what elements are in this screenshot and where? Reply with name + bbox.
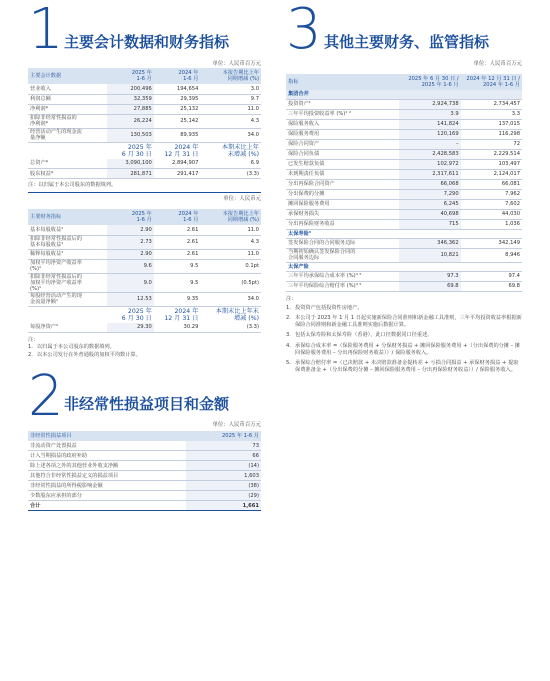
row-value: 6,245 (399, 199, 460, 209)
group-row (286, 90, 522, 99)
row-label: 少数股东应承担的部分 (28, 491, 186, 501)
note-item (28, 344, 261, 351)
note-text: 投资资产包括投资性房地产。 (295, 304, 363, 311)
row-value: 89,935 (154, 128, 201, 142)
group-label: 太保寿险³ (286, 229, 522, 238)
row-value: 1,603 (186, 471, 261, 481)
row-value: 2,924,738 (399, 99, 460, 109)
table-row (28, 461, 261, 471)
unit-label-2: 单位：人民币元 (223, 196, 261, 203)
row-value: 2,229,514 (461, 149, 522, 159)
row-value: 9.7 (200, 94, 261, 104)
notes-title-2: 注： (286, 295, 297, 302)
header-cell: 2025 年 6 月 30 日 (107, 142, 154, 159)
row-label: 加权平均净资产收益率 (%)¹ (28, 259, 107, 273)
table-header (28, 431, 261, 441)
row-value: 69.8 (399, 281, 460, 291)
header-cell: 2025 年 1-6 月 (131, 70, 152, 82)
key-financial-indicators-table (28, 209, 261, 333)
table-row (286, 199, 522, 209)
section-1-header (28, 0, 261, 60)
section-3-number: 3 (286, 0, 322, 62)
table-row (286, 189, 522, 199)
row-label: 保险合同资产 (286, 139, 399, 149)
row-value: 102,972 (399, 159, 460, 169)
row-value: 72 (461, 139, 522, 149)
row-value: 2.61 (154, 235, 201, 249)
table-row (28, 501, 261, 511)
row-value: 30.29 (154, 323, 201, 333)
table-row (286, 159, 522, 169)
table-row (286, 271, 522, 281)
note-number: 3. (286, 332, 291, 339)
table-row (28, 128, 261, 142)
row-value: 103,497 (461, 159, 522, 169)
row-value: 8,946 (461, 248, 522, 262)
group-row (286, 229, 522, 238)
note-text: 本公司于 2023 年 1 月 1 日起实施新保险合同准则和新金融工具准则，三年平均投资收益率根据新保险合同准则和新金融工具准则实施后数据计算。 (295, 314, 522, 329)
note-number: 2. (28, 351, 33, 358)
row-value: 12.53 (107, 292, 154, 306)
table-row (286, 149, 522, 159)
table-row (28, 169, 261, 179)
row-value: 97.3 (399, 271, 460, 281)
row-label: 非流动资产处置损益 (28, 441, 186, 451)
row-label: 非经常性损益的所得税影响金额 (28, 481, 186, 491)
table-row (286, 238, 522, 248)
note-item (286, 343, 522, 357)
row-value: 1,661 (186, 501, 261, 511)
row-value: 44,030 (461, 209, 522, 219)
row-value: 9.0 (107, 273, 154, 292)
row-value: (3.3) (200, 169, 261, 179)
table-row (286, 139, 522, 149)
row-value: 137,015 (461, 119, 522, 129)
row-value: – (399, 139, 460, 149)
note-text: 包括太保寿险和太保寿险（香港），此口径数据同口径重述。 (295, 332, 433, 339)
row-value: 2.90 (107, 225, 154, 235)
header-cell: 主要财务指标 (30, 214, 62, 221)
note-number: 1. (28, 344, 33, 351)
row-value: 66 (186, 451, 261, 461)
row-label: 保险服务收入 (286, 119, 399, 129)
row-value: 11.0 (200, 225, 261, 235)
header-cell: 本期末比上年末 增减 (%) (200, 306, 261, 323)
row-value: 9.6 (107, 259, 154, 273)
table-row (286, 129, 522, 139)
row-value: 25,132 (154, 104, 201, 114)
row-value: 4.3 (200, 114, 261, 128)
table-row (28, 225, 261, 235)
row-value: 2,734,457 (461, 99, 522, 109)
unit-label-3: 单位：人民币百万元 (212, 421, 261, 428)
row-value: 715 (399, 219, 460, 229)
row-label: 净利润* (28, 104, 107, 114)
t1-note: 注：以归属于本公司股东的数据填列。 (28, 182, 117, 188)
header-cell: 2024 年 12 月 31 日 (154, 306, 201, 323)
row-value: 2,124,017 (461, 169, 522, 179)
row-value: 346,362 (399, 238, 460, 248)
row-value: 2,317,611 (399, 169, 460, 179)
row-value: 1,036 (461, 219, 522, 229)
table-row (286, 109, 522, 119)
row-value: 130,503 (107, 128, 154, 142)
row-label: 总资产* (28, 159, 107, 169)
group-label: 集团合并 (286, 90, 522, 99)
row-value: 11.0 (200, 104, 261, 114)
note-item (28, 352, 261, 359)
row-value: 66,068 (399, 179, 460, 189)
row-label: 合计 (28, 501, 186, 511)
header-cell: 指标 (288, 79, 299, 85)
row-value: 6.9 (200, 159, 261, 169)
row-label: 保险服务费用 (286, 129, 399, 139)
header-cell: 2025 年 6 月 30 日 (107, 306, 154, 323)
row-label: 经营活动产生的现金流 量净额 (28, 128, 107, 142)
row-value: 200,496 (107, 84, 154, 94)
t4-notes (286, 296, 522, 375)
row-value: (3.3) (200, 323, 261, 333)
header-cell: 2024 年 1-6 月 (178, 70, 199, 82)
row-value: 2.61 (154, 249, 201, 259)
header-cell: 本报告期比上年 同期增减 (%) (222, 211, 259, 224)
row-value: 26,224 (107, 114, 154, 128)
row-label: 利润总额 (28, 94, 107, 104)
header-cell: 2025 年 1-6 月 (131, 211, 152, 224)
row-value: 29.30 (107, 323, 154, 333)
table-row (28, 235, 261, 249)
row-label: 扣除非经常性损益的 净利润* (28, 114, 107, 128)
row-value: 25,142 (154, 114, 201, 128)
table-row (28, 471, 261, 481)
table-row (286, 119, 522, 129)
note-item (286, 315, 522, 329)
table-row (286, 219, 522, 229)
row-value: 9.5 (154, 273, 201, 292)
row-value: 4.3 (200, 235, 261, 249)
notes-title: 注： (28, 337, 39, 344)
row-value: 2.73 (107, 235, 154, 249)
note-text: 以本公司发行在外普通股的加权平均数计算。 (37, 351, 141, 358)
note-number: 2. (286, 314, 291, 321)
note-text: 承保综合成本率 =（保险服务费用 + 分保财务损益 + 摊回保险服务费用 +（分出保费的分摊 – 摊回保险服务费用 – 分出再保险财务收益））/ 保险服务收入。 (295, 342, 521, 356)
section-1-number: 1 (28, 0, 64, 62)
row-label: 三年平均承保综合成本率 (%)⁴ ⁵ (286, 271, 399, 281)
divider (28, 192, 261, 193)
row-label: 三年平均保险综合赔付率 (%)⁴ ⁵ (286, 281, 399, 291)
header-cell: 2024 年 1-6 月 (178, 211, 199, 224)
unit-label-4: 单位：人民币百万元 (473, 61, 522, 67)
row-label: 保险合同负债 (286, 149, 399, 159)
row-value: 0.1pt (200, 259, 261, 273)
non-recurring-table (28, 431, 261, 512)
table-row (28, 273, 261, 292)
right-column (286, 0, 522, 377)
note-item (286, 360, 522, 374)
header-cell: 2024 年 12 月 31 日 / 2024 年 1-6 月 (466, 76, 520, 88)
row-label: 其他符合非经常性损益定义的损益项目 (28, 471, 186, 481)
left-column (28, 0, 261, 511)
section-1-title: 主要会计数据和财务指标 (64, 33, 230, 51)
header-cell: 2025 年 1-6 月 (222, 432, 259, 439)
note-item (286, 332, 522, 339)
row-value: 2,428,583 (399, 149, 460, 159)
table-row (28, 159, 261, 169)
row-value: 34.0 (200, 292, 261, 306)
table-row (28, 323, 261, 333)
row-label: 投资资产¹ (286, 99, 399, 109)
row-label: 摊回保险服务费用 (286, 199, 399, 209)
note-text: 承保综合赔付率 =（已决赔款 + 未决赔款准备金提转差 + 亏损合同损益 + 承保财务损益 + 提取保费准备金 +（分出保费的分摊 – 摊回保险服务费用 – 分出再保险财务收益））/ 保险服务收入。 (295, 359, 519, 374)
header-cell: 本期末比上年 末增减 (%) (200, 142, 261, 159)
row-value: 194,654 (154, 84, 201, 94)
row-value: 120,169 (399, 129, 460, 139)
unit-label: 单位：人民币百万元 (212, 61, 261, 67)
header-cell (28, 306, 107, 323)
table-row (28, 441, 261, 451)
table-header (28, 142, 261, 159)
row-value: 342,149 (461, 238, 522, 248)
row-value: 29,395 (154, 94, 201, 104)
note-number: 1. (286, 304, 291, 311)
table-row (28, 84, 261, 94)
group-label: 太保产险 (286, 262, 522, 271)
table-row (28, 451, 261, 461)
row-label: 扣除非经常性损益后的 基本每股收益¹ (28, 235, 107, 249)
table-row (28, 292, 261, 306)
table-row (286, 248, 522, 262)
row-value: 34.0 (200, 128, 261, 142)
note-item (286, 305, 522, 312)
header-cell (28, 142, 107, 159)
table-row (286, 99, 522, 109)
row-label: 基本每股收益¹ (28, 225, 107, 235)
row-value: 141,824 (399, 119, 460, 129)
row-value: 281,871 (107, 169, 154, 179)
table-row (286, 169, 522, 179)
table-header (28, 209, 261, 225)
row-value: (38) (186, 481, 261, 491)
note-text: 以归属于本公司股东的数据填列。 (37, 344, 115, 351)
row-value: (14) (186, 461, 261, 471)
row-value: 2.90 (107, 249, 154, 259)
table-row (28, 481, 261, 491)
row-label: 每股净资产² (28, 323, 107, 333)
table-row (28, 491, 261, 501)
t2-notes (28, 337, 261, 359)
note-number: 5. (286, 359, 291, 366)
row-label: 三年平均投资收益率 (%)¹ ² (286, 109, 399, 119)
row-label: 已发生赔款负债 (286, 159, 399, 169)
table-row (28, 114, 261, 128)
section-3-title: 其他主要财务、监管指标 (324, 33, 490, 51)
row-value: 11.0 (200, 249, 261, 259)
row-value: 3.3 (461, 109, 522, 119)
table-row (28, 259, 261, 273)
row-value: 291,417 (154, 169, 201, 179)
row-label: 扣除非经常性损益后的 加权平均净资产收益率 (%)¹ (28, 273, 107, 292)
row-value: 73 (186, 441, 261, 451)
row-value: 69.8 (461, 281, 522, 291)
section-3-header (286, 0, 522, 60)
table-row (286, 281, 522, 291)
row-label: 除上述各项之外的其他营业外收支净额 (28, 461, 186, 471)
header-cell: 2025 年 6 月 30 日 / 2025 年 1-6 月 (408, 76, 459, 88)
row-value: 97.4 (461, 271, 522, 281)
row-value: 7,602 (461, 199, 522, 209)
row-label: 分出保费的分摊 (286, 189, 399, 199)
table-header (28, 68, 261, 84)
header-cell: 本报告期比上年 同期增减 (%) (222, 70, 259, 82)
row-value: 2.61 (154, 225, 201, 235)
row-label: 分出再保险财务收益 (286, 219, 399, 229)
row-label: 未到期责任负债 (286, 169, 399, 179)
row-value: 66,081 (461, 179, 522, 189)
table-row (28, 249, 261, 259)
row-value: (29) (186, 491, 261, 501)
row-label: 当期初始确认签发保险合同的 合同服务边际 (286, 248, 399, 262)
row-value: 27,885 (107, 104, 154, 114)
header-cell: 主要会计数据 (30, 73, 62, 79)
row-value: 9.35 (154, 292, 201, 306)
row-value: 2,894,907 (154, 159, 201, 169)
table-row (286, 209, 522, 219)
row-value: (0.5pt) (200, 273, 261, 292)
row-value: 3.0 (200, 84, 261, 94)
row-value: 7,290 (399, 189, 460, 199)
row-label: 每股经营活动产生的现 金流量净额¹ (28, 292, 107, 306)
row-value: 40,698 (399, 209, 460, 219)
row-label: 分出再保险合同资产 (286, 179, 399, 189)
row-label: 承保财务损失 (286, 209, 399, 219)
table-header (28, 306, 261, 323)
row-value: 32,359 (107, 94, 154, 104)
section-2-title: 非经常性损益项目和金额 (64, 394, 230, 413)
table-row (286, 179, 522, 189)
key-accounting-data-table (28, 68, 261, 179)
row-value: 7,962 (461, 189, 522, 199)
row-label: 营业收入 (28, 84, 107, 94)
note-number: 4. (286, 342, 291, 349)
header-cell: 2024 年 12 月 31 日 (154, 142, 201, 159)
group-row (286, 262, 522, 271)
row-label: 股东权益* (28, 169, 107, 179)
row-value: 10,821 (399, 248, 460, 262)
row-value: 3.9 (399, 109, 460, 119)
table-row (28, 94, 261, 104)
row-value: 9.5 (154, 259, 201, 273)
row-value: 3,090,100 (107, 159, 154, 169)
row-label: 计入当期损益的政府补助 (28, 451, 186, 461)
header-cell: 非经常性损益项目 (30, 432, 72, 439)
section-2-number: 2 (28, 363, 64, 429)
row-label: 签发保险合同的合同服务边际 (286, 238, 399, 248)
regulatory-indicators-table (286, 74, 522, 292)
table-header (286, 74, 522, 90)
table-row (28, 104, 261, 114)
row-label: 稀释每股收益¹ (28, 249, 107, 259)
row-value: 116,298 (461, 129, 522, 139)
